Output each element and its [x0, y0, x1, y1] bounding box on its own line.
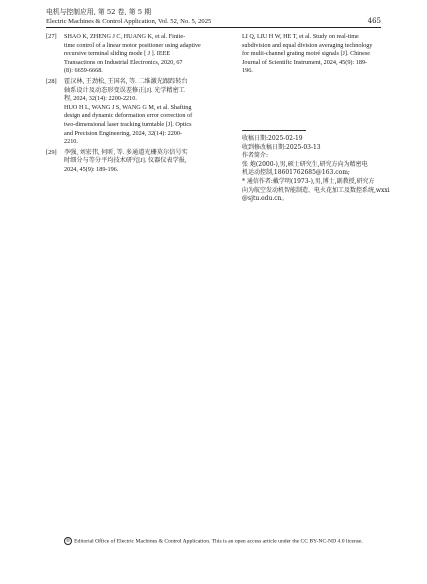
- reference-item: [46, 149, 214, 175]
- reference-line: 2210.: [64, 138, 78, 146]
- reference-line: 程, 2024, 32(14): 2200-2210.: [64, 95, 137, 103]
- page-number: 465: [367, 17, 381, 25]
- reference-line: 李强, 刘宏伟, 何昕, 等. 多通道光栅莫尔信号实: [64, 148, 188, 156]
- corresponding-author-line: 向为航空发动机智能制造、电火花加工及数控系统,wxxi: [242, 186, 390, 194]
- reference-continuation-line: subdivision and equal division averaging technology: [242, 41, 373, 49]
- reference-line: two-dimensional laser tracking turntable [J]. Optics: [64, 120, 192, 128]
- author-bio-line: 张 炮(2000-),男,硕士研究生,研究方向为精密电: [242, 160, 368, 168]
- reference-number: [28]: [46, 77, 57, 85]
- author-bio-line: 机运动控制,18601762685@163.com;: [242, 169, 350, 177]
- reference-line: recursive terminal sliding mode [ J ]. IEEE: [64, 50, 171, 58]
- reference-line: HUO H L, WANG J S, WANG G M, et al. Shafting: [64, 103, 192, 111]
- reference-line: (8): 6659-6668.: [64, 67, 103, 75]
- reference-continuation-line: 196.: [242, 67, 253, 75]
- reference-line: time control of a linear motor positioner using adaptive: [64, 41, 201, 49]
- header-divider: [46, 27, 381, 28]
- footnote-divider: [242, 130, 306, 131]
- copyright-icon: ©: [64, 537, 72, 545]
- license-footer: [0, 537, 427, 545]
- journal-title-cn: 电机与控制应用, 第 52 卷, 第 5 期: [46, 8, 152, 16]
- reference-continuation-line: Journal of Scientific Instrument, 2024, 45(9): 189-: [242, 58, 368, 66]
- reference-line: design and dynamic deformation error correction of: [64, 112, 193, 120]
- reference-number: [29]: [46, 148, 57, 156]
- reference-continuation-line: for multi-channel grating moiré signals [J]. Chinese: [242, 50, 371, 58]
- reference-line: 时细分与等分平均技术研究[J]. 仪器仪表学报,: [64, 157, 187, 165]
- references-column-left: [46, 33, 214, 177]
- license-text: Editorial Office of Electric Machines & Control Application. This is an open access article under the CC BY-NC-ND 4.0 license.: [74, 538, 363, 545]
- revised-date: 收到修改稿日期:2025-03-13: [242, 143, 321, 151]
- reference-number: [27]: [46, 33, 57, 40]
- reference-line: Transactions on Industrial Electronics, 2020, 67: [64, 58, 183, 66]
- references-column-right: [242, 33, 382, 76]
- corresponding-author-line: @sjtu.edu.cn。: [242, 195, 288, 203]
- reference-line: 霍汉林, 王劲松, 王国名, 等. 二维激光跟踪转台: [64, 77, 188, 85]
- reference-line: 轴系设计及动态形变误差修正[J]. 光学精密工: [64, 86, 185, 94]
- reference-line: 2024, 45(9): 189-196.: [64, 165, 119, 173]
- received-date: 收稿日期:2025-02-19: [242, 135, 303, 142]
- author-info-heading: 作者简介:: [242, 152, 269, 160]
- reference-line: SHAO K, ZHENG J C, HUANG K, et al. Finite-: [64, 33, 186, 40]
- corresponding-author-line: * 通信作者:戴学明(1973-),男,博士,副教授,研究方: [242, 177, 375, 185]
- reference-item: [46, 33, 214, 76]
- reference-item: [46, 78, 214, 147]
- reference-line: and Precision Engineering, 2024, 32(14): 2200-: [64, 129, 183, 137]
- article-notes: [242, 135, 390, 204]
- reference-continuation-line: LI Q, LIU H W, HE T, et al. Study on real-time: [242, 33, 359, 40]
- running-header: [46, 8, 381, 36]
- journal-title-en: Electric Machines & Control Application, Vol. 52, No. 5, 2025: [46, 18, 212, 25]
